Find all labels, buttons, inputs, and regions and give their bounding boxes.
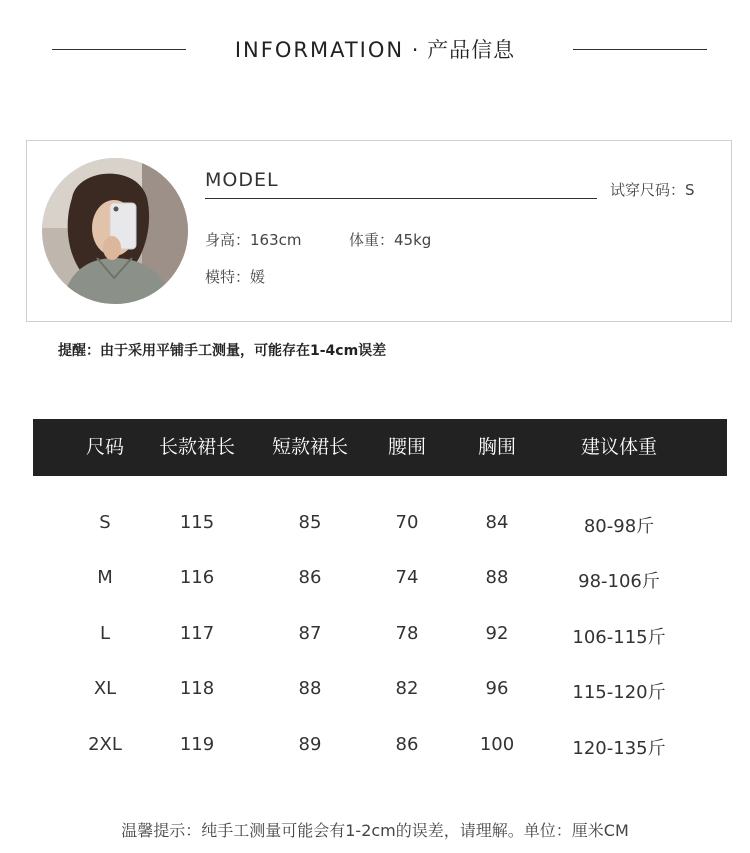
cell-weight: 106-115斤 <box>572 627 666 648</box>
cell-bust: 92 <box>485 623 509 644</box>
col-header-long-length: 长款裙长 <box>158 436 236 458</box>
cell-weight: 120-135斤 <box>572 738 666 759</box>
col-header-bust: 胸围 <box>477 436 517 458</box>
title-chinese: 产品信息 <box>427 38 516 62</box>
cell-short-length: 89 <box>298 734 322 755</box>
size-table-header <box>33 419 727 476</box>
cell-bust: 88 <box>485 567 509 588</box>
cell-size: 2XL <box>88 734 122 755</box>
model-underline <box>205 198 597 199</box>
cell-long-length: 119 <box>179 734 215 755</box>
model-height: 身高：163cm <box>205 231 302 249</box>
cell-waist: 78 <box>395 623 419 644</box>
cell-waist: 82 <box>395 678 419 699</box>
cell-long-length: 115 <box>179 512 215 533</box>
cell-long-length: 118 <box>179 678 215 699</box>
cell-short-length: 85 <box>298 512 322 533</box>
cell-bust: 84 <box>485 512 509 533</box>
col-header-size: 尺码 <box>85 436 125 458</box>
cell-weight: 115-120斤 <box>572 682 666 703</box>
col-header-weight: 建议体重 <box>580 436 658 458</box>
cell-long-length: 117 <box>179 623 215 644</box>
cell-short-length: 87 <box>298 623 322 644</box>
section-header <box>0 30 750 70</box>
measurement-reminder: 提醒：由于采用平铺手工测量，可能存在1-4cm误差 <box>58 343 387 359</box>
cell-bust: 100 <box>479 734 515 755</box>
cell-long-length: 116 <box>179 567 215 588</box>
model-info-card <box>26 140 732 322</box>
header-right-rule <box>573 49 707 50</box>
title-english: INFORMATION <box>234 38 405 62</box>
cell-weight: 98-106斤 <box>578 571 660 592</box>
model-weight: 体重：45kg <box>349 231 432 249</box>
model-name: 模特：媛 <box>205 268 266 286</box>
title-separator: · <box>411 38 420 62</box>
cell-waist: 74 <box>395 567 419 588</box>
cell-size: S <box>99 512 111 533</box>
cell-waist: 70 <box>395 512 419 533</box>
cell-short-length: 86 <box>298 567 322 588</box>
cell-waist: 86 <box>395 734 419 755</box>
size-tried: 试穿尺码：S <box>610 181 695 199</box>
model-photo-illustration <box>42 158 188 304</box>
cell-size: M <box>97 567 113 588</box>
cell-short-length: 88 <box>298 678 322 699</box>
cell-weight: 80-98斤 <box>583 516 655 537</box>
cell-bust: 96 <box>485 678 509 699</box>
cell-size: L <box>99 623 111 644</box>
model-label: MODEL <box>205 169 279 191</box>
footer-note: 温馨提示：纯手工测量可能会有1-2cm的误差，请理解。单位：厘米CM <box>121 821 629 840</box>
model-avatar <box>42 158 188 304</box>
col-header-short-length: 短款裙长 <box>271 436 349 458</box>
cell-size: XL <box>93 678 117 699</box>
col-header-waist: 腰围 <box>387 436 427 458</box>
